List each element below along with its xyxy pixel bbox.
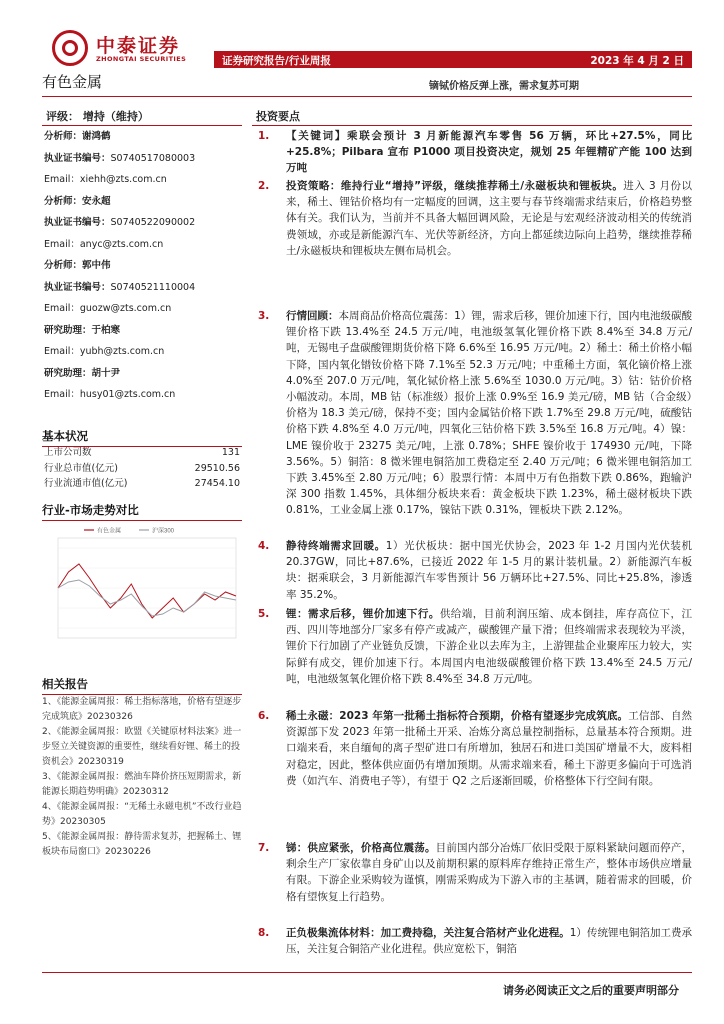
analyst-email-line[interactable]: Email：anyc@zts.com.cn (44, 238, 164, 250)
key-point-8: 8. 正负极集流体材料：加工费持稳，关注复合箔材产业化进程。1）传统锂电铜箔加工费承压，关注复合铜箔产业化进程。供应宽松下，铜箔 (258, 927, 693, 956)
key-point-7: 7. 锑：供应紧张，价格高位震荡。目前国内部分冶炼厂依旧受限于原料紧缺问题而停产，剩余生产厂家依靠自身矿山以及前期积累的原料库存维持正常生产，整体市场供应增量有限。下游企业采购较为谨慎，刚需采购成为下游入市的主基调，随着需求的回暖，价格有望恢复上行趋势。 (258, 842, 693, 903)
assistant-email-line[interactable]: Email：husy01@zts.com.cn (44, 389, 176, 400)
analyst-cert-line: 执业证书编号：S0740521110004 (44, 281, 196, 293)
header-divider (42, 96, 692, 97)
report-subtitle: 镝铽价格反弹上涨，需求复苏可期 (429, 81, 579, 92)
report-item[interactable]: 5、《能源金属周报：静待需求复苏，把握稀土、锂板块布局窗口》20230226 (42, 832, 242, 857)
analyst-email-line[interactable]: Email：guozw@zts.com.cn (44, 303, 172, 314)
assistant-email-line[interactable]: Email：yubh@zts.com.cn (44, 346, 165, 357)
key-point-1: 1. 【关键词】乘联会预计 3 月新能源汽车零售 56 万辆，环比+27.5%，同比+25.8%；Pilbara 宣布 P1000 项目投资决定，规划 25 年锂精矿产能 100 达到万吨 (258, 130, 692, 175)
reports-title: 相关报告 (42, 676, 242, 695)
logo-cn-text: 中泰证券 (96, 35, 181, 57)
report-header-bar (214, 51, 692, 68)
related-reports (42, 695, 242, 860)
assistant-name-line: 研究助理：胡十尹 (44, 367, 121, 379)
industry-name: 有色金属 (42, 73, 103, 91)
analyst-list (42, 126, 242, 406)
logo-mark-icon (52, 30, 88, 66)
trend-chart-svg (44, 522, 240, 650)
report-type: 证券研究报告/行业周报 (222, 55, 331, 67)
left-sidebar (42, 104, 242, 406)
basics-row: 上市公司数 131 (44, 447, 240, 458)
key-points-section (252, 104, 692, 126)
basics-title: 基本状况 (42, 428, 242, 447)
basics-table (42, 445, 242, 492)
report-item[interactable]: 2、《能源金属周报：欧盟《关键原材料法案》进一步竖立关键资源的重要性，继续看好锂、稀土的投资机会》20230319 (42, 727, 242, 767)
logo-en-text: ZHONGTAI SECURITIES (96, 55, 187, 63)
series-line (58, 564, 236, 618)
footer-divider (42, 972, 692, 973)
assistant-name-line: 研究助理：于柏寒 (44, 324, 121, 336)
company-logo (52, 30, 202, 74)
key-points-title: 投资要点 (252, 104, 692, 126)
rating: 评级： 增持（维持） (42, 104, 242, 126)
key-point-5: 5. 锂：需求后移，锂价加速下行。供给端，目前利润压缩、成本倒挂，库存高位下，江西、四川等地部分厂家多有停产或减产，碳酸锂产量下滑；但终端需求表现较为平淡，锂价下行加剧了产业链负反馈，下游企业以去库为主，上游锂盐企业聚库压力较大，实际鲜有成交，锂价加速下行。本周国内电池级碳酸锂价格下跌 13.4%至 24.5 万元/吨，电池级氢氧化锂价格下跌 8.4%至 34.8 万元/吨。 (258, 608, 693, 685)
key-point-6: 6. 稀土永磁：2023 年第一批稀土指标符合预期，价格有望逐步完成筑底。工信部、自然资源部下发 2023 年第一批稀土开采、冶炼分离总量控制指标，总量基本符合预期。进口端来看，来自缅甸的离子型矿进口有所增加，独居石和进口美国矿增量不大，废料相对稳定，因此，整体供应面仍有增加预期。从需求端来看，稀土下游更多偏向于可选消费（如汽车、消费电子等），有望于 Q2 之后逐渐回暖，价格整体下行空间有限。 (258, 710, 692, 787)
analyst-email-line[interactable]: Email：xiehh@zts.com.cn (44, 174, 167, 185)
footer-disclaimer: 请务必阅读正文之后的重要声明部分 (503, 984, 679, 997)
analyst-name-line: 分析师：谢鸿鹤 (44, 131, 111, 142)
legend-label: 沪深300 (152, 528, 175, 535)
key-point-3: 3. 行情回顾：本周商品价格高位震荡：1）锂，需求后移，锂价加速下行，国内电池级碳酸锂价格下跌 13.4%至 24.5 万元/吨，电池级氢氧化锂价格下跌 8.4%至 34.8 万元/吨，无锡电子盘碳酸锂期货价格下降 6.6%至 16.95 万元/吨。2）稀土：稀土价格小幅下降，国内氧化镨钕价格下降 7.1%至 52.3 万元/吨；中重稀土方面，氧化镝价格上涨 4.0%至 207.0 万元/吨，氧化铽价格上涨 5.6%至 1030.0 万元/吨。3）钴：钴价价格小幅波动。本周，MB 钴（标准级）报价上涨 0.9%至 16.9 美元/磅，MB 钴（合金级）价格为 18.3 美元/磅，保持不变；国内金属钴价格下跌 1.7%至 29.8 万元/吨，硫酸钴价格下跌 4.8%至 4.0 万元/吨，四氧化三钴价格下跌 3.5%至 16.8 万元/吨。4）镍：LME 镍价收于 23275 美元/吨，上涨 0.78%；SHFE 镍价收于 174930 元/吨，下降 3.56%。5）铜箔：8 微米锂电铜箔加工费稳定至 2.40 万元/吨；6 微米锂电铜箔加工下跌 3.45%至 2.80 万元/吨；6）股票行情：本周中万有色指数下跌 0.86%，跑输沪深 300 指数 1.45%，具体细分板块来看：黄金板块下跌 1.23%，稀土磁材板块下跌 0.81%，工业金属上涨 0.17%，镍钴下跌 0.31%，锂板块下跌 2.12%。 (258, 310, 692, 517)
analyst-cert-line: 执业证书编号：S0740517080003 (44, 152, 196, 164)
chart-title: 行业-市场走势对比 (42, 502, 242, 521)
analyst-cert-line: 执业证书编号：S0740522090002 (44, 217, 196, 228)
basics-row: 行业总市值(亿元) 29510.56 (44, 462, 240, 474)
report-item[interactable]: 1、《能源金属周报：稀土指标落地，价格有望逐步完成筑底》20230326 (42, 697, 242, 722)
key-point-2: 2. 投资策略：维持行业“增持”评级，继续推荐稀土/永磁板块和锂板块。进入 3 月份以来，稀土、锂钴价格均有一定幅度的回调，这主要与春节终端需求结束后，价格趋势整体有关。我们认为，当前并不具备大幅回调风险，无论是与宏观经济波动相关的传统消费领域，亦或是新能源汽车、光伏等新经济，方向上都延续边际向上趋势，继续推荐稀土/永磁板块和锂板块左侧布局机会。 (258, 180, 692, 257)
analyst-name-line: 分析师：安永超 (44, 195, 111, 207)
basics-row: 行业流通市值(亿元) 27454.10 (44, 478, 240, 489)
report-item[interactable]: 4、《能源金属周报：“无稀土永磁电机”不改行业趋势》20230305 (42, 802, 242, 827)
analyst-name-line: 分析师：郭中伟 (44, 260, 111, 271)
report-date: 2023 年 4 月 2 日 (590, 55, 684, 67)
trend-chart (44, 522, 240, 650)
legend-label: 有色金属 (97, 528, 122, 535)
key-point-4: 4. 静待终端需求回暖。1）光伏板块：据中国光伏协会，2023 年 1-2 月国内光伏装机 20.37GW，同比+87.6%，已接近 2022 年 1-5 月的累计装机量。2）新能源汽车板块：据乘联会，3 月新能源汽车零售预计 56 万辆环比+27.5%、同比+25.8%，渗透率 35.2%。 (258, 540, 692, 601)
series-line (58, 580, 236, 616)
report-item[interactable]: 3、《能源金属周报：燃油车降价挤压短期需求，新能源长期趋势明确》20230312 (42, 772, 242, 797)
